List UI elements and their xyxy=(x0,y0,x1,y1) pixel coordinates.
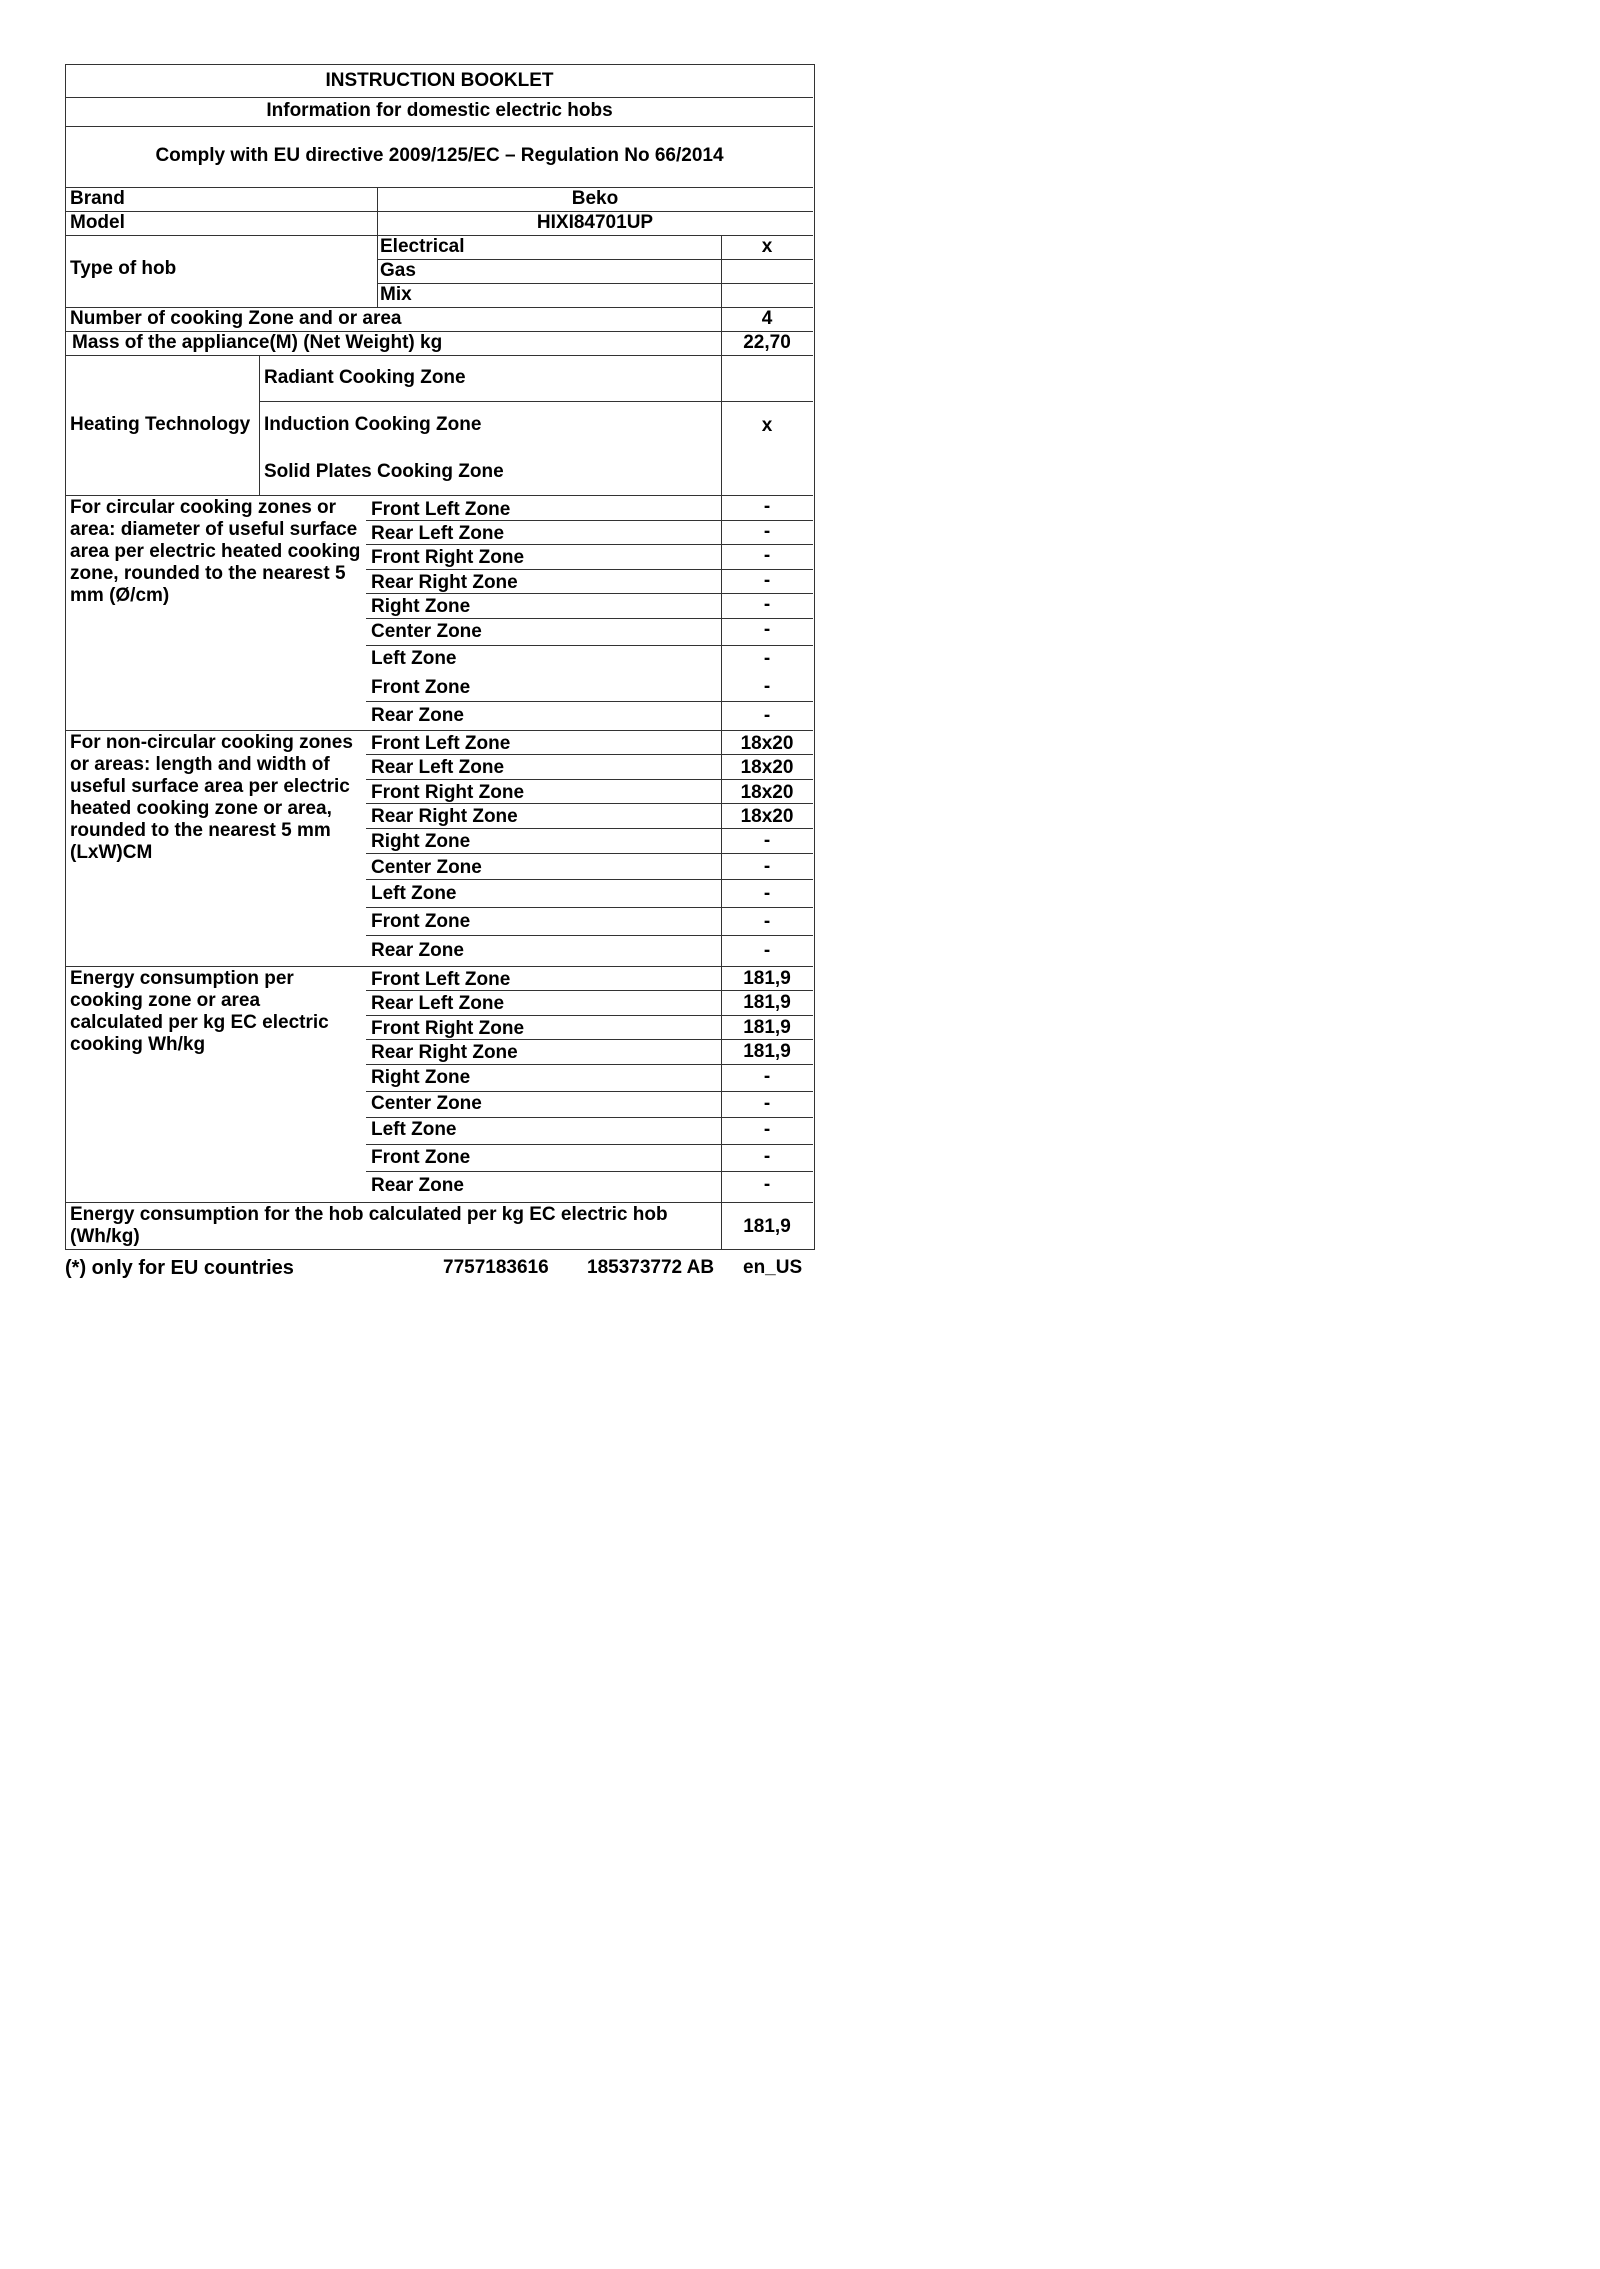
energy-zone-value: 181,9 xyxy=(743,992,791,1013)
brand-label: Brand xyxy=(70,188,125,209)
energy-zone-value: - xyxy=(763,1066,771,1087)
model-label: Model xyxy=(70,212,125,233)
energy-zone-value: 181,9 xyxy=(743,1041,791,1062)
zones-count-value: 4 xyxy=(761,308,773,329)
energy-zone-name: Front Zone xyxy=(371,1147,471,1168)
energy-label: Energy consumption per cooking zone or area calculated per kg EC electric cooking Wh/kg xyxy=(70,968,329,1055)
hob-type-mark: x xyxy=(761,236,773,257)
circular-zone-name: Rear Right Zone xyxy=(371,572,518,593)
hob-type-option: Gas xyxy=(380,260,416,281)
circular-zone-value: - xyxy=(763,619,771,640)
noncircular-zone-value: 18x20 xyxy=(740,782,794,803)
noncircular-zone-value: - xyxy=(763,911,771,932)
footer xyxy=(65,1250,815,1290)
energy-zone-name: Rear Zone xyxy=(371,1175,464,1196)
energy-zone-name: Left Zone xyxy=(371,1119,457,1140)
energy-zone-value: - xyxy=(763,1119,771,1140)
heating-label: Heating Technology xyxy=(70,414,251,435)
heating-mark: x xyxy=(761,415,773,436)
energy-zone-name: Rear Right Zone xyxy=(371,1042,518,1063)
noncircular-zone-name: Front Zone xyxy=(371,911,471,932)
model-value: HIXI84701UP xyxy=(536,212,654,233)
noncircular-zone-name: Right Zone xyxy=(371,831,471,852)
product-code: 185373772 AB xyxy=(587,1257,715,1278)
booklet-subtitle: Information for domestic electric hobs xyxy=(266,100,613,121)
hob-type-option: Mix xyxy=(380,284,412,305)
noncircular-zone-value: 18x20 xyxy=(740,733,794,754)
hob-energy-value: 181,9 xyxy=(743,1216,791,1237)
brand-value: Beko xyxy=(571,188,619,209)
noncircular-zone-name: Front Right Zone xyxy=(371,782,525,803)
circular-zone-value: - xyxy=(763,496,771,517)
energy-zone-value: - xyxy=(763,1093,771,1114)
circular-label: For circular cooking zones or area: diameter of useful surface area per electric heated cooking zone, rounded to the nearest 5 mm (Ø/cm) xyxy=(70,497,361,606)
circular-zone-name: Front Right Zone xyxy=(371,547,525,568)
energy-zone-value: - xyxy=(763,1174,771,1195)
energy-zone-value: - xyxy=(763,1146,771,1167)
circular-zone-value: - xyxy=(763,648,771,669)
specification-table xyxy=(65,64,815,1250)
circular-zone-value: - xyxy=(763,676,771,697)
circular-zone-value: - xyxy=(763,545,771,566)
circular-zone-value: - xyxy=(763,521,771,542)
circular-zone-name: Center Zone xyxy=(371,621,482,642)
document-code: 7757183616 xyxy=(443,1257,549,1278)
energy-zone-name: Center Zone xyxy=(371,1093,482,1114)
energy-zone-name: Front Left Zone xyxy=(371,969,511,990)
heating-option: Radiant Cooking Zone xyxy=(264,367,466,388)
circular-zone-name: Left Zone xyxy=(371,648,457,669)
energy-zone-name: Front Right Zone xyxy=(371,1018,525,1039)
circular-zone-value: - xyxy=(763,570,771,591)
circular-zone-value: - xyxy=(763,705,771,726)
eu-footnote: (*) only for EU countries xyxy=(65,1257,294,1279)
circular-zone-name: Rear Left Zone xyxy=(371,523,505,544)
energy-zone-value: 181,9 xyxy=(743,1017,791,1038)
noncircular-zone-value: - xyxy=(763,830,771,851)
hob-energy-label: Energy consumption for the hob calculated per kg EC electric hob (Wh/kg) xyxy=(70,1204,668,1247)
zones-count-label: Number of cooking Zone and or area xyxy=(70,308,402,329)
circular-zone-value: - xyxy=(763,594,771,615)
booklet-title: INSTRUCTION BOOKLET xyxy=(325,70,554,91)
noncircular-zone-name: Rear Left Zone xyxy=(371,757,505,778)
circular-zone-name: Front Zone xyxy=(371,677,471,698)
locale-code: en_US xyxy=(743,1257,803,1278)
mass-label: Mass of the appliance(M) (Net Weight) kg xyxy=(72,332,443,353)
noncircular-zone-name: Rear Zone xyxy=(371,940,464,961)
circular-zone-name: Right Zone xyxy=(371,596,471,617)
energy-data-sheet xyxy=(65,64,815,1290)
noncircular-zone-name: Center Zone xyxy=(371,857,482,878)
energy-zone-value: 181,9 xyxy=(743,968,791,989)
energy-zone-name: Right Zone xyxy=(371,1067,471,1088)
hob-type-option: Electrical xyxy=(380,236,465,257)
noncircular-label: For non-circular cooking zones or areas: length and width of useful surface area per electric heated cooking zone or area, rounded to the nearest 5 mm (LxW)CM xyxy=(70,732,353,863)
noncircular-zone-name: Left Zone xyxy=(371,883,457,904)
noncircular-zone-value: - xyxy=(763,940,771,961)
hob-type-label: Type of hob xyxy=(70,258,177,279)
noncircular-zone-name: Front Left Zone xyxy=(371,733,511,754)
energy-zone-name: Rear Left Zone xyxy=(371,993,505,1014)
noncircular-zone-value: - xyxy=(763,856,771,877)
circular-zone-name: Front Left Zone xyxy=(371,499,511,520)
noncircular-zone-value: 18x20 xyxy=(740,806,794,827)
directive-text: Comply with EU directive 2009/125/EC – Regulation No 66/2014 xyxy=(155,145,724,166)
noncircular-zone-value: - xyxy=(763,883,771,904)
mass-value: 22,70 xyxy=(743,332,791,353)
heating-option: Solid Plates Cooking Zone xyxy=(264,461,504,482)
circular-zone-name: Rear Zone xyxy=(371,705,464,726)
heating-option: Induction Cooking Zone xyxy=(264,414,482,435)
noncircular-zone-value: 18x20 xyxy=(740,757,794,778)
noncircular-zone-name: Rear Right Zone xyxy=(371,806,518,827)
